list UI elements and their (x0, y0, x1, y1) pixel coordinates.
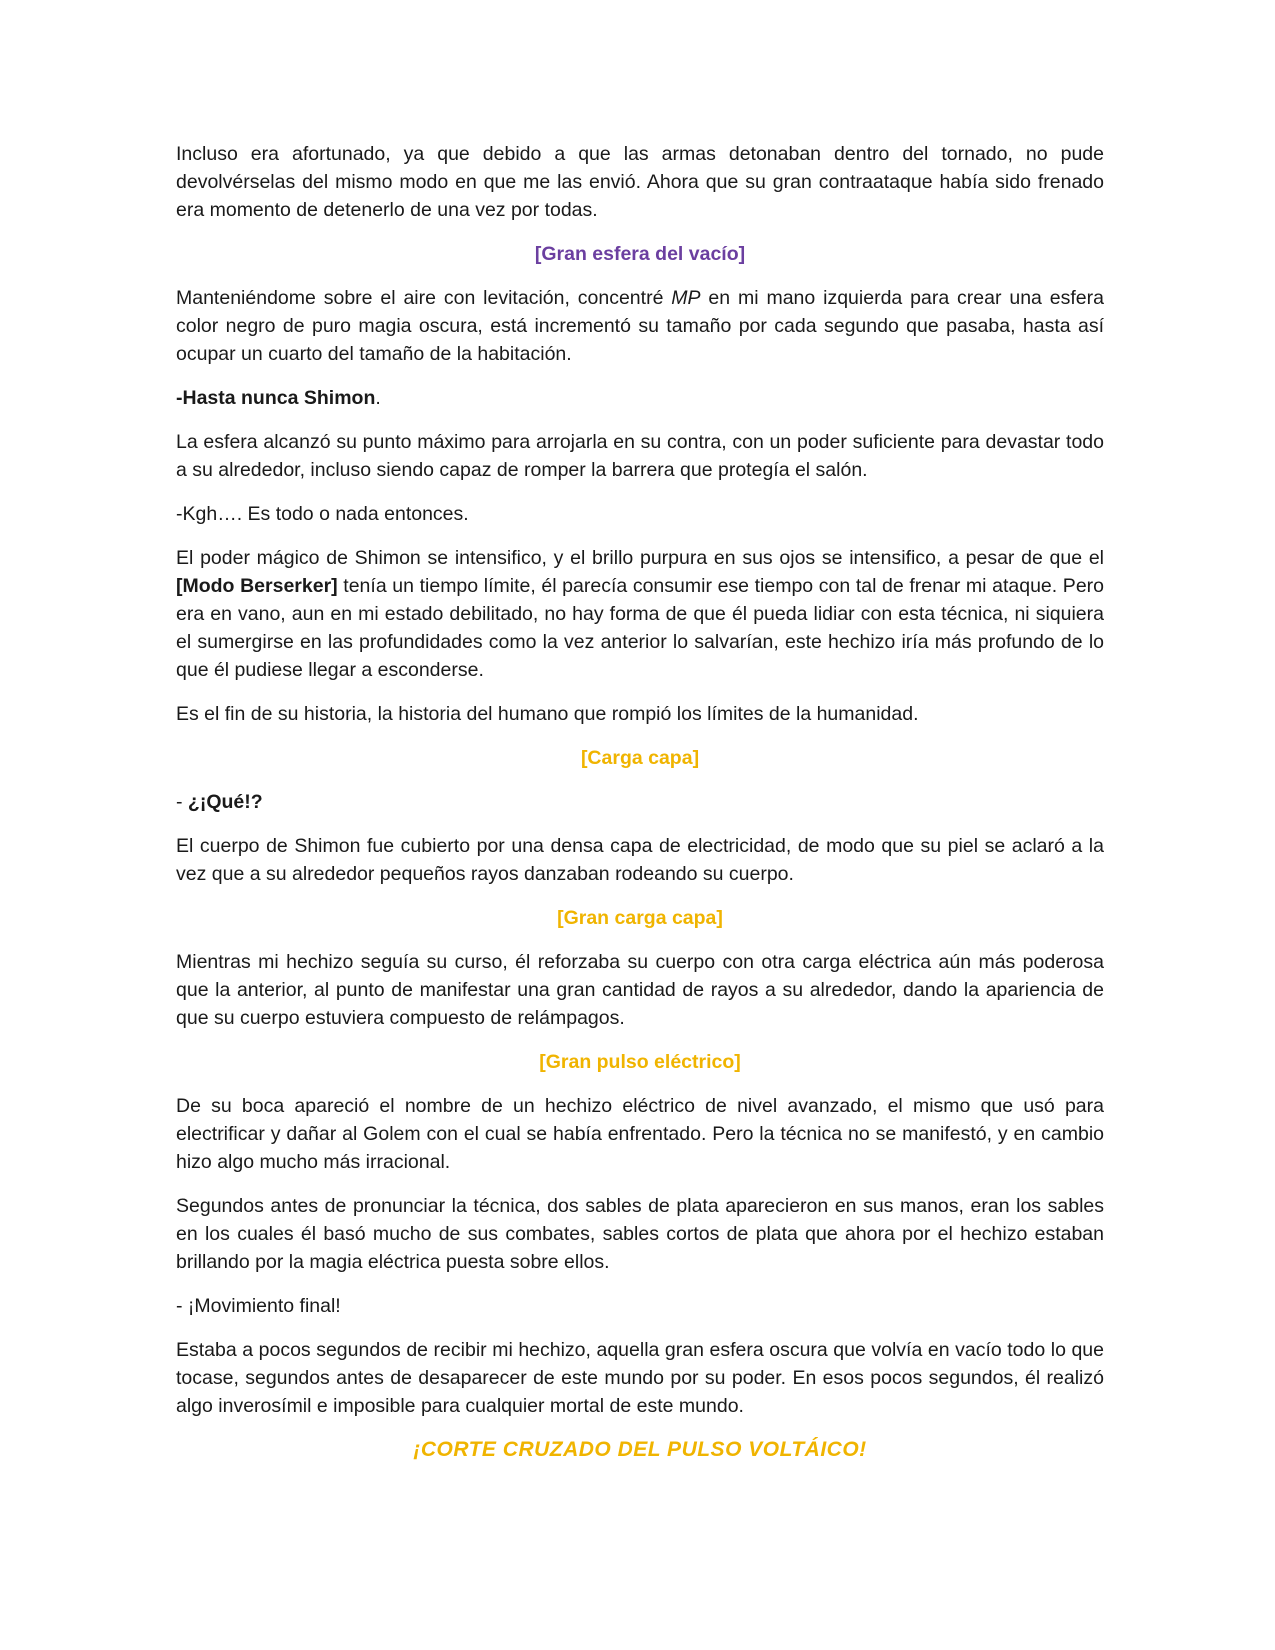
paragraph-14: Estaba a pocos segundos de recibir mi hechizo, aquella gran esfera oscura que volvía en vacío todo lo que tocase, segundos antes de desaparecer de este mundo por su poder. En esos pocos segundos, él realizó algo inverosímil e imposible para cualquier mortal de este mundo. (176, 1339, 1104, 1417)
paragraph-6-modo-berserker: [Modo Berserker] (176, 575, 338, 597)
paragraph-2-c: en mi mano izquierda para crear una esfera color negro de puro magia oscura, está incrementó su tamaño por cada segundo que pasaba, hasta así ocupar un cuarto del tamaño de la habitación. (176, 287, 1104, 365)
paragraph-9: El cuerpo de Shimon fue cubierto por una densa capa de electricidad, de modo que su piel se aclaró a la vez que a su alrededor pequeños rayos danzaban rodeando su cuerpo. (176, 835, 1104, 885)
spell-heading-gran-esfera: [Gran esfera del vacío] (534, 243, 746, 265)
dialogue-hasta-nunca-bold: -Hasta nunca Shimon (176, 387, 376, 409)
spell-heading-corte-cruzado: ¡CORTE CRUZADO DEL PULSO VOLTÁICO! (413, 1438, 867, 1461)
paragraph-6 (176, 544, 1104, 684)
dialogue-que (176, 788, 1104, 816)
spell-heading-gran-pulso: [Gran pulso eléctrico] (539, 1051, 741, 1073)
paragraph-1: Incluso era afortunado, ya que debido a que las armas detonaban dentro del tornado, no pude devolvérselas del mismo modo en que me las envió. Ahora que su gran contraataque había sido frenado era momento de detenerlo de una vez por todas. (176, 143, 1104, 221)
paragraph-2-a: Manteniéndome sobre el aire con levitación, concentré (176, 287, 672, 309)
dialogue-que-dash: - (176, 791, 188, 813)
paragraph-2 (176, 284, 1104, 368)
dialogue-hasta-nunca-period: . (375, 387, 381, 409)
paragraph-2-mp: MP (671, 287, 701, 309)
spell-heading-gran-carga-capa: [Gran carga capa] (557, 907, 723, 929)
document-page (176, 140, 1104, 1464)
paragraph-4: La esfera alcanzó su punto máximo para arrojarla en su contra, con un poder suficiente para devastar todo a su alrededor, incluso siendo capaz de romper la barrera que protegía el salón. (176, 431, 1104, 481)
paragraph-12: Segundos antes de pronunciar la técnica, dos sables de plata aparecieron en sus manos, eran los sables en los cuales él basó mucho de sus combates, sables cortos de plata que ahora por el hechizo estaban brillando por la magia eléctrica puesta sobre ellos. (176, 1195, 1104, 1273)
paragraph-10: Mientras mi hechizo seguía su curso, él reforzaba su cuerpo con otra carga eléctrica aún más poderosa que la anterior, al punto de manifestar una gran cantidad de rayos a su alrededor, dando la apariencia de que su cuerpo estuviera compuesto de relámpagos. (176, 951, 1104, 1029)
paragraph-7: Es el fin de su historia, la historia del humano que rompió los límites de la humanidad. (176, 703, 919, 725)
paragraph-11: De su boca apareció el nombre de un hechizo eléctrico de nivel avanzado, el mismo que usó para electrificar y dañar al Golem con el cual se había enfrentado. Pero la técnica no se manifestó, y en cambio hizo algo mucho más irracional. (176, 1095, 1104, 1173)
paragraph-6-a: El poder mágico de Shimon se intensifico, y el brillo purpura en sus ojos se intensifico, a pesar de que el (176, 547, 1104, 569)
dialogue-movimiento-final: - ¡Movimiento final! (176, 1295, 341, 1317)
dialogue-kgh: -Kgh…. Es todo o nada entonces. (176, 503, 469, 525)
dialogue-que-bold: ¿¡Qué!? (187, 791, 263, 813)
spell-heading-carga-capa: [Carga capa] (580, 747, 700, 769)
dialogue-hasta-nunca (176, 384, 1104, 412)
paragraph-6-c: tenía un tiempo límite, él parecía consumir ese tiempo con tal de frenar mi ataque. Pero era en vano, aun en mi estado debilitado, no hay forma de que él pueda lidiar con esta técnica, ni siquiera el sumergirse en las profundidades como la vez anterior lo salvarían, este hechizo iría más profundo de lo que él pudiese llegar a esconderse. (176, 575, 1104, 681)
